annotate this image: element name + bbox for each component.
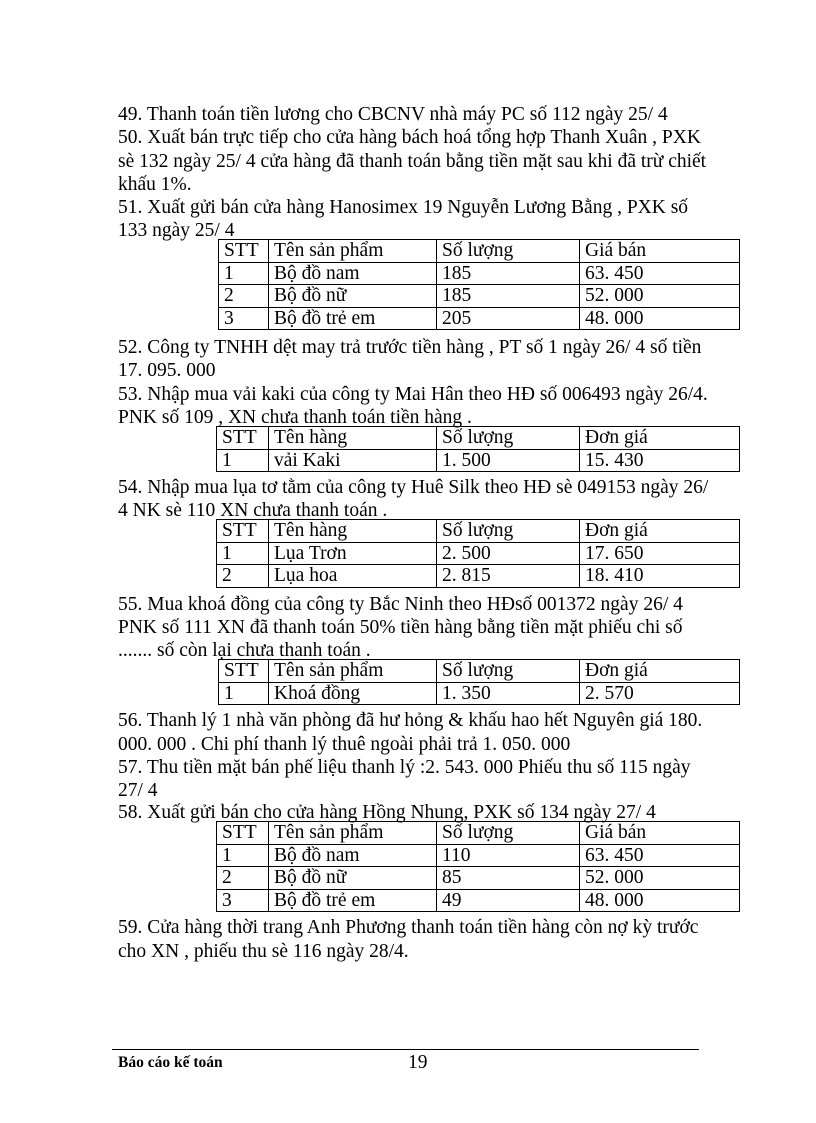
item-59-line-1: 59. Cửa hàng thời trang Anh Phương thanh toán tiền hàng còn nợ kỳ trước — [118, 917, 699, 938]
header-cell: Số lượng — [437, 822, 580, 845]
table-header-row — [219, 240, 740, 263]
table-cell: 52. 000 — [580, 867, 740, 890]
table-cell: 3 — [219, 307, 269, 330]
footer-title: Báo cáo kế toán — [118, 1054, 223, 1071]
item-58-line-1: 58. Xuất gửi bán cho cửa hàng Hồng Nhung, PXK số 134 ngày 27/ 4 — [118, 802, 656, 823]
table-cell: Bộ đồ nam — [269, 844, 437, 867]
item-49-line-1: 49. Thanh toán tiền lương cho CBCNV nhà máy PC số 112 ngày 25/ 4 — [118, 104, 668, 125]
item-50-line-3: khấu 1%. — [118, 174, 192, 195]
table-cell: Bộ đồ trẻ em — [269, 889, 437, 912]
item-52-line-1: 52. Công ty TNHH dệt may trả trước tiền hàng , PT số 1 ngày 26/ 4 số tiền — [118, 337, 702, 358]
table-cell: 1 — [219, 262, 269, 285]
table-cell: 48. 000 — [580, 889, 740, 912]
item-55-line-2: PNK số 111 XN đã thanh toán 50% tiền hàng bằng tiền mặt phiếu chi số — [118, 617, 683, 638]
item-51-line-2: 133 ngày 25/ 4 — [118, 220, 235, 241]
item-59-line-2: cho XN , phiếu thu sè 116 ngày 28/4. — [118, 941, 409, 962]
header-cell: Tên hàng — [269, 520, 437, 543]
table-cell: vải Kaki — [269, 449, 437, 472]
item-54-line-1: 54. Nhập mua lụa tơ tằm của công ty Huê Silk theo HĐ sè 049153 ngày 26/ — [118, 477, 709, 498]
table-cell: Bộ đồ nữ — [269, 285, 437, 308]
table-cell: 63. 450 — [580, 262, 740, 285]
table-cell: 48. 000 — [580, 307, 740, 330]
item-56-line-2: 000. 000 . Chi phí thanh lý thuê ngoài phải trả 1. 050. 000 — [118, 734, 571, 755]
item-57-line-2: 27/ 4 — [118, 780, 158, 801]
item-55-line-3: ....... số còn lại chưa thanh toán . — [118, 640, 371, 661]
item-52-line-2: 17. 095. 000 — [118, 360, 216, 381]
header-cell: STT — [217, 520, 269, 543]
table-row — [219, 262, 740, 285]
table-cell: 1 — [217, 844, 269, 867]
item-53-line-2: PNK số 109 , XN chưa thanh toán tiền hàng . — [118, 407, 472, 428]
item-54-line-2: 4 NK sè 110 XN chưa thanh toán . — [118, 500, 388, 521]
item-50-line-2: sè 132 ngày 25/ 4 cửa hàng đã thanh toán bằng tiền mặt sau khi đã trừ chiết — [118, 151, 707, 172]
table-row — [217, 449, 740, 472]
table-cell: 1. 350 — [437, 682, 580, 705]
table-cell: 2 — [217, 565, 269, 588]
table-cell: 185 — [437, 285, 580, 308]
table-cell: 85 — [437, 867, 580, 890]
table-cell: 52. 000 — [580, 285, 740, 308]
table-header-row — [219, 660, 740, 683]
table-cell: Bộ đồ nữ — [269, 867, 437, 890]
table-58 — [216, 821, 740, 912]
table-cell: 1 — [219, 682, 269, 705]
table-row — [217, 889, 740, 912]
table-row — [217, 867, 740, 890]
header-cell: STT — [217, 427, 269, 450]
table-cell: Bộ đồ trẻ em — [269, 307, 437, 330]
item-50-line-1: 50. Xuất bán trực tiếp cho cửa hàng bách hoá tổng hợp Thanh Xuân , PXK — [118, 127, 701, 148]
footer-divider — [112, 1049, 699, 1050]
header-cell: STT — [217, 822, 269, 845]
table-cell: 1 — [217, 449, 269, 472]
item-53-line-1: 53. Nhập mua vải kaki của công ty Mai Hân theo HĐ số 006493 ngày 26/4. — [118, 384, 708, 405]
header-cell: Đơn giá — [580, 660, 740, 683]
page-number: 19 — [408, 1052, 428, 1073]
table-row — [219, 682, 740, 705]
header-cell: Số lượng — [437, 520, 580, 543]
item-55-line-1: 55. Mua khoá đồng của công ty Bắc Ninh theo HĐsố 001372 ngày 26/ 4 — [118, 594, 683, 615]
header-cell: Số lượng — [437, 240, 580, 263]
table-header-row — [217, 822, 740, 845]
table-row — [219, 307, 740, 330]
header-cell: Số lượng — [437, 427, 580, 450]
table-cell: 18. 410 — [580, 565, 740, 588]
table-row — [217, 542, 740, 565]
item-57-line-1: 57. Thu tiền mặt bán phế liệu thanh lý :2. 543. 000 Phiếu thu số 115 ngày — [118, 757, 691, 778]
header-cell: Tên sản phẩm — [269, 240, 437, 263]
table-row — [219, 285, 740, 308]
table-cell: 1. 500 — [437, 449, 580, 472]
table-header-row — [217, 427, 740, 450]
table-cell: 205 — [437, 307, 580, 330]
item-56-line-1: 56. Thanh lý 1 nhà văn phòng đã hư hỏng & khấu hao hết Nguyên giá 180. — [118, 710, 703, 731]
table-53 — [216, 426, 740, 472]
table-cell: 2. 500 — [437, 542, 580, 565]
table-54 — [216, 519, 740, 588]
table-cell: Khoá đồng — [269, 682, 437, 705]
header-cell: Tên sản phẩm — [269, 822, 437, 845]
header-cell: Tên hàng — [269, 427, 437, 450]
table-cell: 2 — [217, 867, 269, 890]
header-cell: Giá bán — [580, 822, 740, 845]
table-cell: 2. 570 — [580, 682, 740, 705]
table-cell: 2. 815 — [437, 565, 580, 588]
table-cell: 15. 430 — [580, 449, 740, 472]
table-cell: 110 — [437, 844, 580, 867]
header-cell: Đơn giá — [580, 520, 740, 543]
header-cell: Số lượng — [437, 660, 580, 683]
table-cell: 17. 650 — [580, 542, 740, 565]
item-51-line-1: 51. Xuất gửi bán cửa hàng Hanosimex 19 Nguyễn Lương Bằng , PXK số — [118, 197, 689, 218]
header-cell: Tên sản phẩm — [269, 660, 437, 683]
table-header-row — [217, 520, 740, 543]
table-cell: 1 — [217, 542, 269, 565]
table-55 — [218, 659, 740, 705]
header-cell: Đơn giá — [580, 427, 740, 450]
table-cell: 2 — [219, 285, 269, 308]
table-row — [217, 565, 740, 588]
table-cell: 3 — [217, 889, 269, 912]
table-cell: Lụa hoa — [269, 565, 437, 588]
table-cell: 49 — [437, 889, 580, 912]
header-cell: Giá bán — [580, 240, 740, 263]
table-cell: 63. 450 — [580, 844, 740, 867]
header-cell: STT — [219, 660, 269, 683]
header-cell: STT — [219, 240, 269, 263]
table-cell: 185 — [437, 262, 580, 285]
table-row — [217, 844, 740, 867]
table-51 — [218, 239, 740, 330]
table-cell: Lụa Trơn — [269, 542, 437, 565]
table-cell: Bộ đồ nam — [269, 262, 437, 285]
